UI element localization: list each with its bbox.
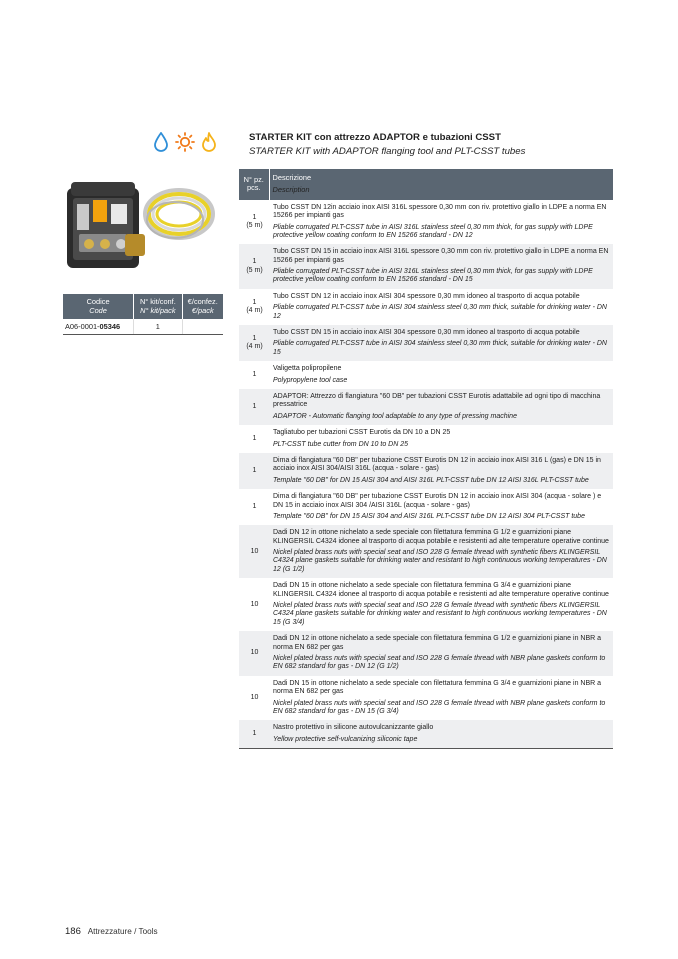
description-cell: Tubo CSST DN 12 in acciaio inox AISI 304 spessore 0,30 mm idoneo al trasporto di acqua potabile Pliable corrugated PLT-CSST tube in AISI 304 stainless steel 0,30 mm thick, suitable for drinking water - DN 12	[273, 292, 607, 320]
flame-icon	[201, 132, 217, 152]
section-label: Attrezzature / Tools	[87, 927, 158, 936]
price-cell	[182, 319, 223, 335]
description-cell: Tubo CSST DN 15 in acciaio inox AISI 304 spessore 0,30 mm idoneo al trasporto di acqua potabile Pliable corrugated PLT-CSST tube in AISI 304 stainless steel 0,30 mm thick, suitable for drinking water - DN 15	[269, 325, 613, 361]
table-row	[239, 525, 613, 578]
pieces-cell: 10	[250, 600, 259, 608]
description-cell: Valigetta polipropilene Polypropylene tool case	[273, 365, 348, 384]
description-cell: Dima di flangiatura "60 DB" per tubazione CSST Eurotis DN 12 in acciaio inox AISI 316 L (gas) e DN 15 in acciaio inox AISI 304/AISI 316L (acqua - solare - gas) Template "60 DB" for DN 15 AISI 304 and AISI 316L PLT-CSST tube DN 12 AISI 316L PLT-CSST tube	[269, 453, 613, 489]
pieces-cell: 10	[250, 693, 259, 701]
pieces-cell: 1	[239, 389, 269, 425]
description-header: Descrizione Description	[269, 169, 613, 200]
code-table	[63, 294, 223, 335]
usage-icons	[153, 132, 217, 152]
description-cell: Dima di flangiatura "60 DB" per tubazione CSST Eurotis DN 12 in acciaio inox AISI 304 (acqua - solare ) e DN 15 in acciaio inox AISI 304 /AISI 316L (acqua - solare - gas) Template "60 DB" for DN 15 AISI 304 and AISI 316L PLT-CSST tube DN 12 AISI 304 PLT-CSST tube	[273, 493, 602, 520]
description-cell: Dadi DN 12 in ottone nichelato a sede speciale con filettatura femmina G 1/2 e guarnizioni piane in NBR a norma EN 682 per gas Nickel plated brass nuts with special seat and ISO 228 G female thread with NBR plane gaskets conform to EN 682 standard for gas - DN 12 (G 1/2)	[269, 631, 613, 676]
page-title	[249, 132, 619, 157]
sun-icon	[174, 132, 196, 152]
table-row	[63, 319, 223, 335]
pieces-cell: 1 (4 m)	[239, 325, 269, 361]
description-cell: Dadi DN 12 in ottone nichelato a sede speciale con filettatura femmina G 1/2 e guarnizioni piane KLINGERSIL C4324 idonee al trasporto di acqua potabile e resistenti ad alte temperature operative continue Nickel plated brass nuts with special seat and ISO 228 G female thread with synthetic fibers KLINGERSIL C4324 plane gaskets suitable for drinking water and resistant to high continuous working temperatures - DN 12 (G 1/2)	[269, 525, 613, 578]
table-row	[239, 720, 613, 748]
pieces-cell: 1	[252, 370, 257, 378]
table-row	[239, 489, 613, 525]
description-cell: Tubo CSST DN 15 in acciaio inox AISI 316L spessore 0,30 mm con riv. protettivo giallo in LDPE a norma EN 15266 per impianti gas Pliable corrugated PLT-CSST tube in AISI 316L stainless steel 0,30 mm thick, for gas supply with LDPE protective yellow coating conform to EN 15266 standard - DN 15	[269, 244, 613, 289]
pieces-cell: 10	[239, 525, 269, 578]
description-cell: Nastro protettivo in silicone autovulcanizzante giallo Yellow protective self-vulcanizing siliconic tape	[269, 720, 613, 748]
table-row	[239, 676, 613, 721]
pieces-cell: 1	[252, 434, 257, 442]
product-code: A06-0001-05346	[63, 319, 134, 335]
description-cell: Dadi DN 15 in ottone nichelato a sede speciale con filettatura femmina G 3/4 e guarnizioni piane in NBR a norma EN 682 per gas Nickel plated brass nuts with special seat and ISO 228 G female thread with NBR plane gaskets conform to EN 682 standard for gas - DN 15 (G 3/4)	[273, 679, 606, 715]
items-table-header	[239, 169, 613, 200]
pieces-cell: 1	[239, 720, 269, 748]
pieces-cell: 10	[239, 631, 269, 676]
kit-quantity: 1	[134, 319, 182, 335]
table-row	[239, 200, 613, 245]
page-number: 186	[65, 926, 81, 937]
table-row	[239, 325, 613, 361]
price-per-pack-header: €/confez. €/pack	[182, 294, 223, 319]
pieces-header: N° pz. pcs.	[239, 169, 269, 200]
description-cell: Tubo CSST DN 12in acciaio inox AISI 316L spessore 0,30 mm con riv. protettivo giallo in LDPE a norma EN 15266 per impianti gas Pliable corrugated PLT-CSST tube in AISI 316L stainless steel 0,30 mm thick, for gas supply with LDPE protective yellow coating conform to EN 15266 standard - DN 12	[273, 203, 607, 239]
description-cell: Tagliatubo per tubazioni CSST Eurotis da DN 10 a DN 25 PLT-CSST tube cutter from DN 10 to DN 25	[273, 429, 451, 448]
description-cell: Dadi DN 15 in ottone nichelato a sede speciale con filettatura femmina G 3/4 e guarnizioni piane KLINGERSIL C4324 idonee al trasporto di acqua potabile e resistenti ad alte temperature operative continue Nickel plated brass nuts with special seat and ISO 228 G female thread with synthetic fibers KLINGERSIL C4324 plane gaskets suitable for drinking water and resistant to high continuous working temperatures - DN 15 (G 3/4)	[273, 582, 609, 626]
code-header: Codice Code	[63, 294, 134, 319]
water-drop-icon	[153, 132, 169, 152]
pieces-cell: 1	[252, 503, 257, 511]
table-row	[239, 425, 613, 453]
table-row	[239, 361, 613, 389]
pieces-cell: 1 (5 m)	[246, 213, 263, 230]
table-row	[239, 453, 613, 489]
description-cell: ADAPTOR: Attrezzo di flangiatura "60 DB" per tubazioni CSST Eurotis adattabile ad ogni tipo di macchina pressatrice ADAPTOR - Automatic flanging tool adaptable to any type of pressing machine	[269, 389, 613, 425]
table-row	[239, 389, 613, 425]
pieces-cell: 1 (5 m)	[239, 244, 269, 289]
kit-contents-table	[239, 169, 613, 749]
table-row	[239, 289, 613, 325]
title-english: STARTER KIT with ADAPTOR flanging tool and PLT-CSST tubes	[249, 146, 526, 157]
table-row	[239, 244, 613, 289]
pieces-cell: 1	[239, 453, 269, 489]
code-table-header	[63, 294, 223, 319]
table-row	[239, 631, 613, 676]
table-row	[239, 578, 613, 631]
page-footer	[65, 926, 158, 937]
product-photo	[65, 178, 217, 276]
kit-per-pack-header: N° kit/conf. N° kit/pack	[134, 294, 182, 319]
pieces-cell: 1 (4 m)	[246, 298, 263, 314]
title-italian: STARTER KIT con attrezzo ADAPTOR e tubazioni CSST	[249, 132, 501, 143]
